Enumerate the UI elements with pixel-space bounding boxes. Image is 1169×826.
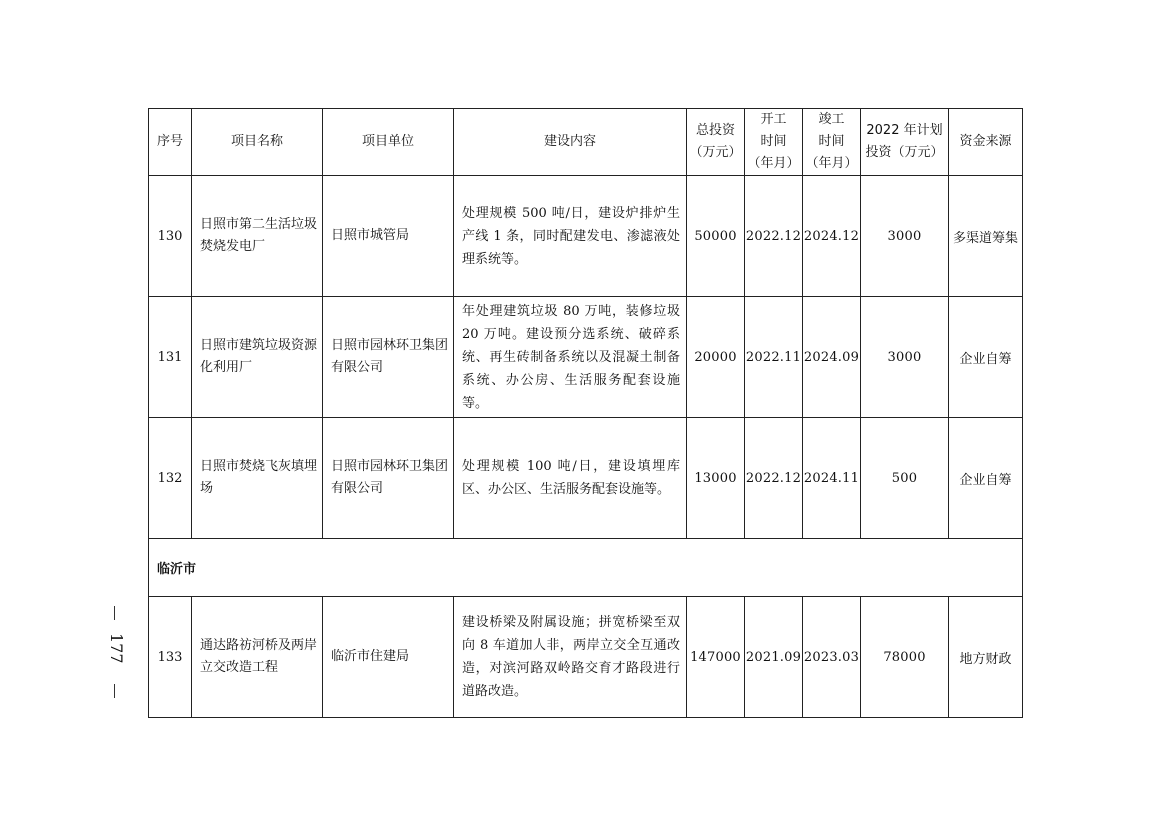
cell-plan: 500 xyxy=(861,418,949,539)
cell-content: 处理规模 500 吨/日，建设炉排炉生产线 1 条，同时配建发电、渗滤液处理系统等。 xyxy=(454,176,687,297)
page-number: 177 xyxy=(107,633,126,664)
col-header-no: 序号 xyxy=(149,109,192,176)
cell-end: 2024.12 xyxy=(803,176,861,297)
cell-no: 131 xyxy=(149,297,192,418)
col-header-end: 竣工 时间 （年月） xyxy=(803,109,861,176)
cell-content: 处理规模 100 吨/日，建设填埋库区、办公区、生活服务配套设施等。 xyxy=(454,418,687,539)
col-header-plan: 2022 年计划 投资（万元） xyxy=(861,109,949,176)
cell-total: 20000 xyxy=(687,297,745,418)
table-header-row xyxy=(149,109,1023,176)
section-row xyxy=(149,539,1023,597)
cell-unit: 日照市城管局 xyxy=(323,176,454,297)
table-row xyxy=(149,418,1023,539)
cell-start: 2022.11 xyxy=(745,297,803,418)
cell-unit: 日照市园林环卫集团有限公司 xyxy=(323,418,454,539)
cell-plan: 3000 xyxy=(861,176,949,297)
cell-start: 2022.12 xyxy=(745,176,803,297)
table-row xyxy=(149,597,1023,718)
cell-plan: 3000 xyxy=(861,297,949,418)
cell-name: 通达路祊河桥及两岸立交改造工程 xyxy=(192,597,323,718)
cell-total: 13000 xyxy=(687,418,745,539)
page-number-dash-top xyxy=(114,606,115,620)
cell-start: 2022.12 xyxy=(745,418,803,539)
cell-source: 企业自筹 xyxy=(949,297,1023,418)
project-table xyxy=(148,108,1023,718)
cell-content: 建设桥梁及附属设施；拼宽桥梁至双向 8 车道加人非，两岸立交全互通改造，对滨河路双岭路交育才路段进行道路改造。 xyxy=(454,597,687,718)
cell-total: 147000 xyxy=(687,597,745,718)
cell-no: 130 xyxy=(149,176,192,297)
col-header-name: 项目名称 xyxy=(192,109,323,176)
cell-name: 日照市建筑垃圾资源化利用厂 xyxy=(192,297,323,418)
cell-total: 50000 xyxy=(687,176,745,297)
col-header-unit: 项目单位 xyxy=(323,109,454,176)
cell-name: 日照市第二生活垃圾焚烧发电厂 xyxy=(192,176,323,297)
cell-end: 2024.09 xyxy=(803,297,861,418)
cell-end: 2024.11 xyxy=(803,418,861,539)
cell-no: 133 xyxy=(149,597,192,718)
cell-no: 132 xyxy=(149,418,192,539)
table-row xyxy=(149,176,1023,297)
cell-start: 2021.09 xyxy=(745,597,803,718)
table-row xyxy=(149,297,1023,418)
cell-unit: 日照市园林环卫集团有限公司 xyxy=(323,297,454,418)
cell-source: 地方财政 xyxy=(949,597,1023,718)
page-number-dash-bottom xyxy=(114,684,115,698)
cell-source: 企业自筹 xyxy=(949,418,1023,539)
cell-plan: 78000 xyxy=(861,597,949,718)
col-header-content: 建设内容 xyxy=(454,109,687,176)
cell-source: 多渠道筹集 xyxy=(949,176,1023,297)
cell-content: 年处理建筑垃圾 80 万吨，装修垃圾 20 万吨。建设预分选系统、破碎系统、再生砖制备系统以及混凝土制备系统、办公房、生活服务配套设施等。 xyxy=(454,297,687,418)
cell-end: 2023.03 xyxy=(803,597,861,718)
section-title: 临沂市 xyxy=(149,539,1023,597)
cell-unit: 临沂市住建局 xyxy=(323,597,454,718)
cell-name: 日照市焚烧飞灰填埋场 xyxy=(192,418,323,539)
col-header-start: 开工 时间 （年月） xyxy=(745,109,803,176)
col-header-total: 总投资 （万元） xyxy=(687,109,745,176)
col-header-source: 资金来源 xyxy=(949,109,1023,176)
